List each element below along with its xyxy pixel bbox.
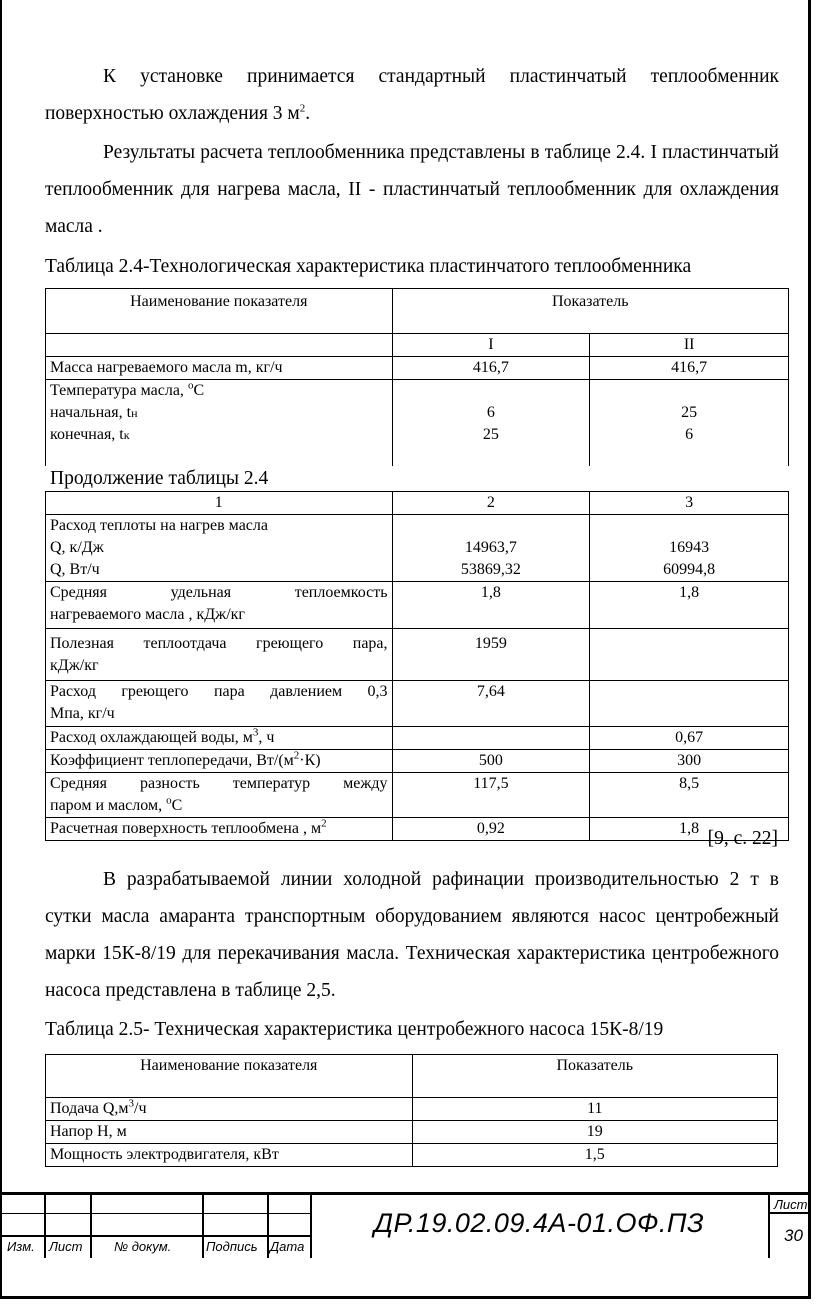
- table-2-4-continuation: [45, 491, 789, 841]
- row-label: Мощность электродвигателя, кВт: [46, 1144, 413, 1167]
- table-row: [46, 1098, 778, 1121]
- header-name: Наименование показателя: [46, 1055, 413, 1098]
- cell-value: 1,8: [590, 582, 789, 629]
- cell-value: 1,8: [392, 582, 590, 629]
- row-label: Подача $Q,м^3/ч$: [46, 1098, 413, 1121]
- row-label: Температура масла, $^о$С начальная, tн конечная, tк: [46, 380, 393, 466]
- table-row: [46, 334, 789, 357]
- table-row: [46, 492, 789, 515]
- stamp-izm: Изм.: [7, 1239, 35, 1254]
- document-code: ДР.19.02.09.4А-01.ОФ.ПЗ: [374, 1208, 705, 1238]
- table-2-5-caption: Таблица 2.5- Техническая характеристика центробежного насоса 15К-8/19: [45, 1019, 664, 1040]
- header-name: Наименование показателя: [46, 289, 393, 334]
- row-label: Расход охлаждающей воды, $м^3$, ч: [46, 727, 393, 750]
- table-row: [46, 681, 789, 727]
- table-2-5: [45, 1054, 778, 1167]
- cell-value: 16943 60994,8: [590, 515, 789, 582]
- cell-value: 11: [412, 1098, 777, 1121]
- table-row: [46, 1055, 778, 1098]
- table-row: [46, 750, 789, 773]
- col-i: I: [392, 334, 590, 357]
- cell-value: [392, 727, 590, 750]
- col-number: 1: [46, 492, 393, 515]
- table-row: [46, 1121, 778, 1144]
- col-number: 3: [590, 492, 789, 515]
- reference: [9, с. 22]: [707, 828, 778, 849]
- header-value: Показатель: [392, 289, 788, 334]
- cell-value: 416,7: [392, 357, 590, 380]
- row-label: Напор Н, м: [46, 1121, 413, 1144]
- cell-value: 1,8: [590, 818, 789, 841]
- cell-value: 6 25: [392, 380, 590, 466]
- cell-value: 1959: [392, 629, 590, 681]
- table-row: [46, 773, 789, 818]
- table-continuation-caption: Продолжение таблицы 2.4: [50, 468, 269, 489]
- stamp-sheet-label: Лист: [774, 1197, 808, 1212]
- sheet-number: 30: [784, 1226, 803, 1245]
- stamp-sign: Подпись: [206, 1239, 258, 1254]
- stamp-date: Дата: [270, 1239, 305, 1254]
- cell-value: 19: [412, 1121, 777, 1144]
- col-ii: II: [590, 334, 789, 357]
- row-label: Средняя разность температур между паром и маслом, $^о$С: [46, 773, 393, 818]
- row-label: Расход теплоты на нагрев масла Q, к/Дж Q, Вт/ч: [46, 515, 393, 582]
- table-row: [46, 289, 789, 334]
- cell-value: 0,92: [392, 818, 590, 841]
- cell-value: 0,67: [590, 727, 789, 750]
- table-row: [46, 582, 789, 629]
- cell-value: 1,5: [412, 1144, 777, 1167]
- cell-value: 500: [392, 750, 590, 773]
- header-value: Показатель: [412, 1055, 777, 1098]
- table-2-4-caption: Таблица 2.4-Технологическая характеристика пластинчатого теплообменника: [45, 256, 692, 277]
- col-number: 2: [392, 492, 590, 515]
- table-row: [46, 515, 789, 582]
- cell-value: 8,5: [590, 773, 789, 818]
- row-label: Средняя удельная теплоемкость нагреваемого масла , кДж/кг: [46, 582, 393, 629]
- table-2-4: [45, 288, 789, 466]
- row-label: Масса нагреваемого масла m, кг/ч: [46, 357, 393, 380]
- cell-value: 25 6: [590, 380, 789, 466]
- table-row: [46, 629, 789, 681]
- stamp-list: Лист: [49, 1239, 83, 1254]
- cell-value: 300: [590, 750, 789, 773]
- cell-value: 416,7: [590, 357, 789, 380]
- cell-value: 7,64: [392, 681, 590, 727]
- row-label: Полезная теплоотдача греющего пара, кДж/кг: [46, 629, 393, 681]
- row-label: Коэффициент теплопередачи, $Вт/(м^2\cdot К)$: [46, 750, 393, 773]
- stamp-top-border: [2, 1192, 811, 1195]
- table-row: [46, 818, 789, 841]
- title-block: [2, 1192, 811, 1258]
- paragraph-1: К установке принимается стандартный пластинчатый теплообменник поверхностью охлаждения 3 $м^2$.: [45, 66, 779, 124]
- stamp-doc: № докум.: [114, 1239, 172, 1254]
- table-row: [46, 1144, 778, 1167]
- cell-value: [590, 681, 789, 727]
- table-row: [46, 727, 789, 750]
- paragraph-2: Результаты расчета теплообменника представлены в таблице 2.4. I пластинчатый теплообменник для нагрева масла, II - пластинчатый теплообменник для охлаждения масла .: [45, 142, 779, 237]
- cell-value: 14963,7 53869,32: [392, 515, 590, 582]
- row-label: Расчетная поверхность теплообмена , $м^2$: [46, 818, 393, 841]
- table-row: [46, 380, 789, 466]
- paragraph-3: В разрабатываемой линии холодной рафинации производительностью 2 т в сутки масла амаранта транспортным оборудованием являются насос центробежный марки 15К-8/19 для перекачивания масла. Техническая характеристика центробежного насоса представлена в таблице 2,5.: [45, 869, 779, 1001]
- row-label: Расход греющего пара давлением 0,3 Мпа, кг/ч: [46, 681, 393, 727]
- cell-value: [590, 629, 789, 681]
- cell-value: 117,5: [392, 773, 590, 818]
- table-row: [46, 357, 789, 380]
